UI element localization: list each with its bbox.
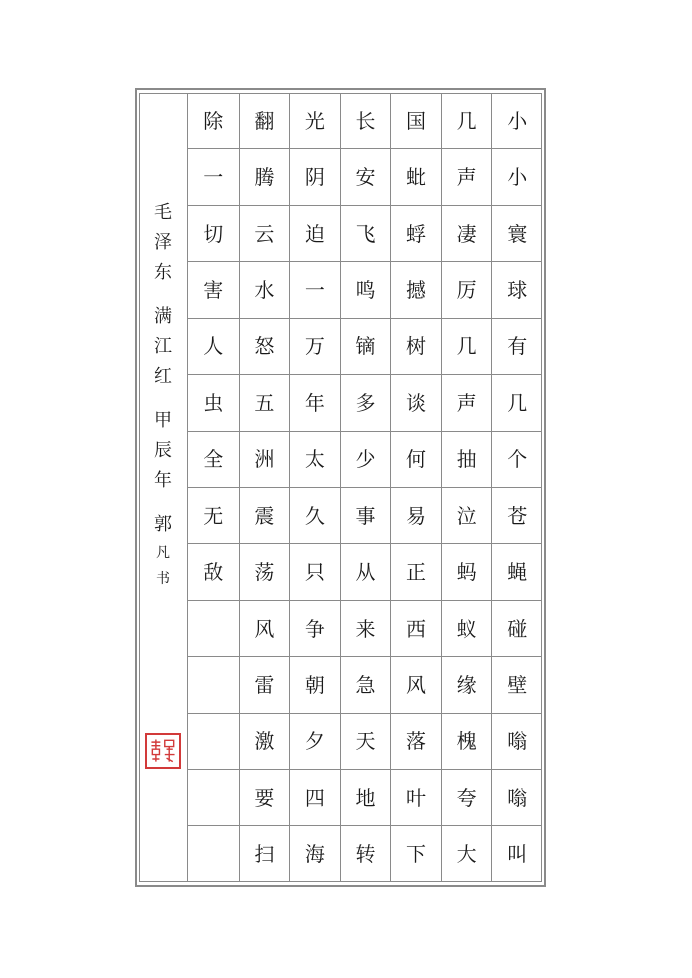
poem-char: 声 — [442, 375, 492, 431]
signature-title-char: 红 — [154, 366, 172, 387]
poem-char: 厉 — [442, 262, 492, 318]
poem-char: 天 — [341, 714, 391, 770]
calligraphy-grid — [187, 93, 542, 882]
red-seal-stamp — [145, 733, 181, 769]
poem-column-5 — [289, 93, 340, 882]
poem-char: 激 — [240, 714, 290, 770]
signature-author-char: 毛 — [154, 202, 172, 223]
poem-char: 事 — [341, 488, 391, 544]
poem-char: 海 — [304, 842, 325, 867]
signature-calligrapher-char: 凡 — [156, 545, 170, 561]
poem-char: 怒 — [240, 319, 290, 375]
poem-column-2 — [441, 93, 492, 882]
poem-char: 除 — [188, 93, 239, 149]
poem-char: 多 — [341, 375, 391, 431]
poem-char: 安 — [341, 149, 391, 205]
poem-char: 西 — [391, 601, 441, 657]
poem-char: 易 — [391, 488, 441, 544]
poem-char: 蜉 — [391, 206, 441, 262]
poem-char: 翻 — [240, 93, 290, 149]
poem-char: 全 — [188, 432, 239, 488]
poem-char: 光 — [290, 93, 340, 149]
poem-char: 国 — [391, 93, 441, 149]
poem-char: 夸 — [442, 770, 492, 826]
poem-char: 要 — [240, 770, 290, 826]
poem-char: 急 — [341, 657, 391, 713]
poem-char: 迫 — [290, 206, 340, 262]
poem-char: 下 — [406, 842, 427, 867]
poem-char: 壁 — [492, 657, 542, 713]
poem-char: 四 — [290, 770, 340, 826]
signature-calligrapher-char: 书 — [156, 571, 170, 587]
poem-char: 太 — [290, 432, 340, 488]
poem-char: 谈 — [391, 375, 441, 431]
poem-char: 洲 — [240, 432, 290, 488]
poem-column-4 — [340, 93, 391, 882]
poem-char: 扫 — [254, 842, 275, 867]
signature-calligrapher-char: 郭 — [154, 514, 172, 535]
poem-char: 风 — [391, 657, 441, 713]
poem-char: 抽 — [442, 432, 492, 488]
poem-char: 嗡 — [492, 714, 542, 770]
poem-column-3 — [390, 93, 441, 882]
poem-column-6 — [239, 93, 290, 882]
poem-char: 荡 — [240, 544, 290, 600]
empty-cell — [188, 714, 239, 770]
poem-char: 水 — [240, 262, 290, 318]
poem-char: 地 — [341, 770, 391, 826]
signature-title-char: 江 — [154, 336, 172, 357]
poem-char: 镝 — [341, 319, 391, 375]
poem-char: 鸣 — [341, 262, 391, 318]
poem-char: 缘 — [442, 657, 492, 713]
poem-char: 虫 — [188, 375, 239, 431]
poem-char: 寰 — [492, 206, 542, 262]
poem-char: 夕 — [290, 714, 340, 770]
poem-char: 阴 — [290, 149, 340, 205]
poem-char: 风 — [240, 601, 290, 657]
poem-char: 几 — [442, 319, 492, 375]
signature-title-char: 满 — [154, 306, 172, 327]
poem-column-7 — [188, 93, 239, 882]
poem-char: 蚁 — [442, 601, 492, 657]
poem-char: 大 — [456, 842, 477, 867]
poem-char: 何 — [391, 432, 441, 488]
poem-char: 几 — [492, 375, 542, 431]
poem-char: 朝 — [290, 657, 340, 713]
signature-author-char: 泽 — [154, 232, 172, 253]
empty-cell — [188, 770, 239, 826]
poem-char: 云 — [240, 206, 290, 262]
signature-year-char: 甲 — [154, 410, 172, 431]
poem-char: 有 — [492, 319, 542, 375]
poem-char: 槐 — [442, 714, 492, 770]
poem-char: 叫 — [507, 842, 528, 867]
poem-char: 苍 — [492, 488, 542, 544]
signature-year-char: 辰 — [154, 440, 172, 461]
poem-char: 少 — [341, 432, 391, 488]
poem-char: 转 — [355, 842, 376, 867]
poem-char: 害 — [188, 262, 239, 318]
poem-char: 无 — [188, 488, 239, 544]
poem-char: 个 — [492, 432, 542, 488]
poem-char: 腾 — [240, 149, 290, 205]
poem-char: 小 — [492, 149, 542, 205]
poem-char: 切 — [188, 206, 239, 262]
poem-column-1 — [491, 93, 542, 882]
poem-char: 蝇 — [492, 544, 542, 600]
poem-char: 叶 — [391, 770, 441, 826]
empty-cell — [188, 601, 239, 657]
poem-char: 飞 — [341, 206, 391, 262]
poem-char: 落 — [391, 714, 441, 770]
poem-char: 蚍 — [391, 149, 441, 205]
poem-char: 撼 — [391, 262, 441, 318]
poem-char: 人 — [188, 319, 239, 375]
empty-cell — [188, 826, 239, 881]
poem-char: 年 — [290, 375, 340, 431]
poem-char: 雷 — [240, 657, 290, 713]
seal-glyph-icon — [147, 735, 179, 767]
poem-char: 正 — [391, 544, 441, 600]
poem-char: 小 — [492, 93, 542, 149]
signature-year-char: 年 — [154, 470, 172, 491]
signature-author-char: 东 — [154, 262, 172, 283]
poem-char: 球 — [492, 262, 542, 318]
poem-char: 凄 — [442, 206, 492, 262]
poem-char: 五 — [240, 375, 290, 431]
poem-char: 蚂 — [442, 544, 492, 600]
poem-char: 长 — [341, 93, 391, 149]
poem-char: 一 — [290, 262, 340, 318]
poem-char: 树 — [391, 319, 441, 375]
empty-cell — [188, 657, 239, 713]
poem-char: 敌 — [188, 544, 239, 600]
poem-char: 争 — [290, 601, 340, 657]
poem-char: 从 — [341, 544, 391, 600]
poem-char: 嗡 — [492, 770, 542, 826]
poem-char: 只 — [290, 544, 340, 600]
poem-char: 万 — [290, 319, 340, 375]
poem-char: 泣 — [442, 488, 492, 544]
poem-char: 来 — [341, 601, 391, 657]
poem-char: 久 — [290, 488, 340, 544]
poem-char: 碰 — [492, 601, 542, 657]
poem-char: 一 — [188, 149, 239, 205]
poem-char: 震 — [240, 488, 290, 544]
poem-char: 几 — [442, 93, 492, 149]
signature-column — [145, 198, 181, 592]
poem-char: 声 — [442, 149, 492, 205]
